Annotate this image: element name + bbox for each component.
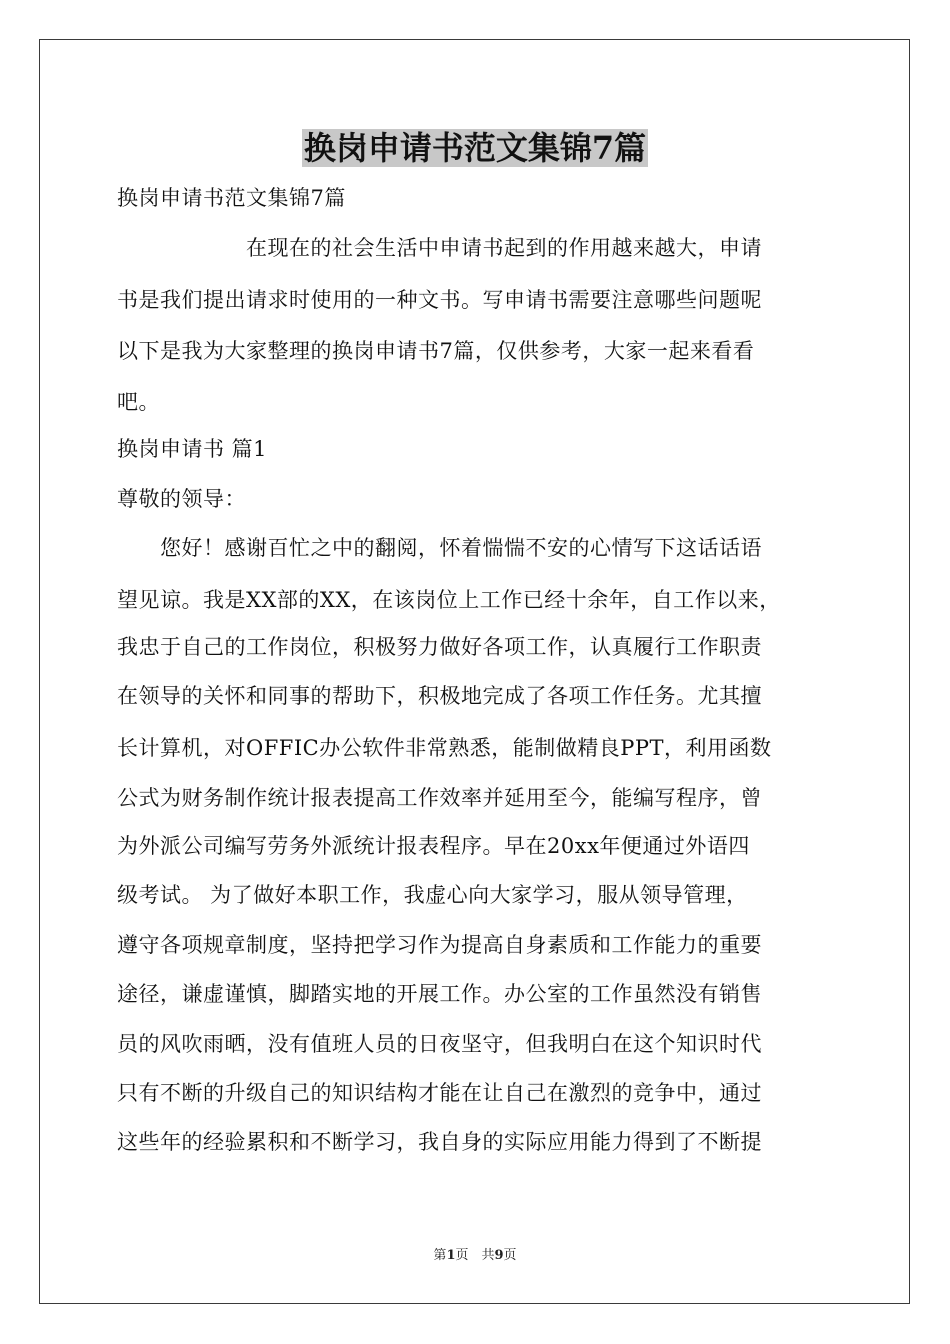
paragraph-line: 途径，谦虚谨慎，脚踏实地的开展工作。办公室的工作虽然没有销售 [117,982,762,1006]
paragraph-line: 遵守各项规章制度，坚持把学习作为提高自身素质和工作能力的重要 [117,933,762,957]
paragraph-line: 在领导的关怀和同事的帮助下，积极地完成了各项工作任务。尤其擅 [117,684,762,708]
paragraph-line: 这些年的经验累积和不断学习，我自身的实际应用能力得到了不断提 [117,1130,762,1154]
subtitle-line: 换岗申请书范文集锦7篇 [117,186,346,210]
paragraph-line: 您好！感谢百忙之中的翻阅，怀着惴惴不安的心情写下这话话语 [117,536,762,560]
paragraph-line: 公式为财务制作统计报表提高工作效率并延用至今，能编写程序，曾 [117,786,762,810]
paragraph-line: 望见谅。我是XX部的XX，在该岗位上工作已经十余年，自工作以来， [117,588,781,612]
page-current-number: 1 [446,1248,456,1263]
page-mid: 页 共 [455,1248,495,1263]
salutation-line: 尊敬的领导： [117,487,246,511]
section-heading: 换岗申请书 篇1 [117,437,268,461]
page-suffix: 页 [503,1248,517,1263]
paragraph-line: 长计算机，对OFFIC办公软件非常熟悉，能制做精良PPT，利用函数 [117,736,772,760]
paragraph-line: 员的风吹雨晒，没有值班人员的日夜坚守，但我明白在这个知识时代 [117,1032,762,1056]
paragraph-line: 书是我们提出请求时使用的一种文书。写申请书需要注意哪些问题呢 [117,288,762,312]
paragraph-line: 在现在的社会生活中申请书起到的作用越来越大，申请 [117,236,762,260]
paragraph-line: 以下是我为大家整理的换岗申请书7篇，仅供参考，大家一起来看看 [117,339,755,363]
paragraph-line: 为外派公司编写劳务外派统计报表程序。早在20xx年便通过外语四 [117,834,750,858]
page-prefix: 第 [433,1248,447,1263]
document-title-text: 换岗申请书范文集锦7篇 [303,129,647,167]
paragraph-line: 我忠于自己的工作岗位，积极努力做好各项工作，认真履行工作职责 [117,635,762,659]
paragraph-line: 只有不断的升级自己的知识结构才能在让自己在激烈的竞争中，通过 [117,1081,762,1105]
page-footer [0,1247,950,1265]
paragraph-line: 吧。 [117,390,160,414]
page-frame [39,39,910,1304]
paragraph-line: 级考试。 为了做好本职工作，我虚心向大家学习，服从领导管理， [117,883,748,907]
document-title [0,124,950,172]
page-total-number: 9 [494,1248,504,1263]
